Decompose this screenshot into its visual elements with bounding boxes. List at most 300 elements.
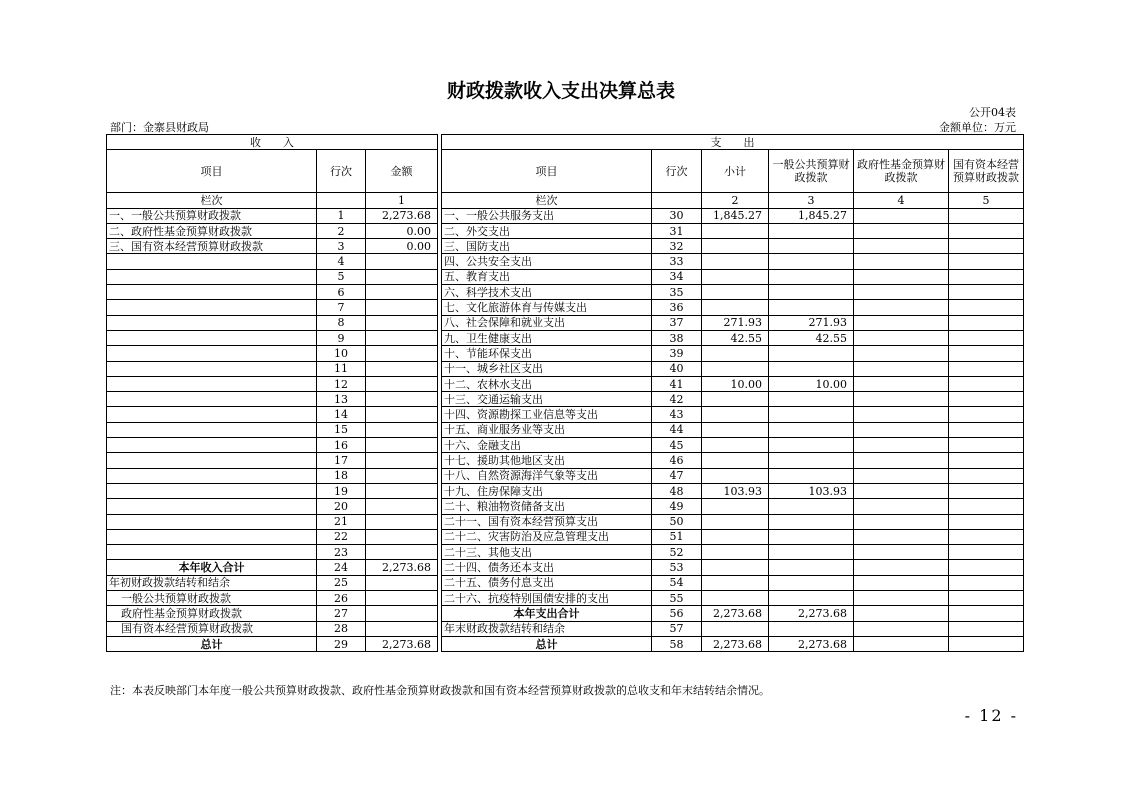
state-capital-cell [949,407,1024,422]
state-capital-cell [949,453,1024,468]
table-row [107,223,1024,238]
expense-item-cell: 十九、住房保障支出 [442,483,652,498]
state-capital-cell [949,621,1024,636]
col-index-2: 2 [702,193,769,208]
expense-line-cell: 44 [652,422,702,437]
general-budget-cell [769,223,854,238]
state-capital-cell [949,468,1024,483]
income-line-cell: 13 [317,392,366,407]
table-row [107,453,1024,468]
state-capital-cell [949,239,1024,254]
subtotal-cell [702,254,769,269]
income-amount-cell [366,361,438,376]
expense-item-cell: 二十、粮油物资储备支出 [442,499,652,514]
expense-line-cell: 41 [652,376,702,391]
state-capital-cell [949,514,1024,529]
state-capital-cell [949,330,1024,345]
income-item-cell [107,300,317,315]
subtotal-cell [702,468,769,483]
expense-item-cell: 二、外交支出 [442,223,652,238]
expense-line-cell: 50 [652,514,702,529]
general-budget-cell [769,514,854,529]
general-budget-cell [769,499,854,514]
income-amount-cell: 0.00 [366,239,438,254]
subtotal-cell [702,621,769,636]
gov-fund-cell [854,254,949,269]
table-row [107,361,1024,376]
expense-item-cell: 一、一般公共服务支出 [442,208,652,223]
income-item-cell [107,392,317,407]
general-budget-cell [769,468,854,483]
state-capital-cell [949,376,1024,391]
income-line-cell: 14 [317,407,366,422]
general-budget-cell: 1,845.27 [769,208,854,223]
table-row [107,514,1024,529]
income-amount-cell: 2,273.68 [366,636,438,651]
income-item-cell [107,499,317,514]
income-item-cell [107,346,317,361]
income-amount-cell [366,422,438,437]
gov-fund-cell [854,422,949,437]
income-amount-cell [366,407,438,422]
state-capital-cell [949,422,1024,437]
table-row [107,545,1024,560]
subtotal-cell: 42.55 [702,330,769,345]
expense-line-cell: 37 [652,315,702,330]
state-capital-cell [949,636,1024,651]
subtotal-cell [702,545,769,560]
income-item-cell: 一、一般公共预算财政拨款 [107,208,317,223]
general-budget-cell [769,239,854,254]
expense-item-cell: 二十一、国有资本经营预算支出 [442,514,652,529]
subtotal-cell [702,269,769,284]
col-index-1: 1 [366,193,438,208]
table-row [107,269,1024,284]
income-line-cell: 26 [317,591,366,606]
income-item-cell [107,361,317,376]
col-index-5: 5 [949,193,1024,208]
income-item-cell [107,453,317,468]
table-row [107,392,1024,407]
income-line-cell: 4 [317,254,366,269]
state-capital-cell [949,269,1024,284]
budget-summary-table [106,134,1024,652]
income-item-cell [107,407,317,422]
income-item-cell: 政府性基金预算财政拨款 [107,606,317,621]
expense-line-cell: 56 [652,606,702,621]
income-item-cell [107,545,317,560]
subtotal-cell: 103.93 [702,483,769,498]
income-line-cell: 1 [317,208,366,223]
gov-fund-cell [854,453,949,468]
general-budget-cell [769,254,854,269]
expense-line-cell: 51 [652,529,702,544]
subtotal-cell [702,575,769,590]
income-amount-cell [366,621,438,636]
subtotal-cell [702,591,769,606]
expense-line-cell: 35 [652,285,702,300]
gov-fund-cell [854,346,949,361]
gov-fund-cell [854,621,949,636]
income-line-cell: 15 [317,422,366,437]
state-capital-cell [949,254,1024,269]
expense-line-cell: 33 [652,254,702,269]
table-row [107,468,1024,483]
income-item-cell [107,315,317,330]
income-line-cell: 5 [317,269,366,284]
general-budget-cell: 103.93 [769,483,854,498]
expense-item-cell: 十四、资源勘探工业信息等支出 [442,407,652,422]
expense-line-cell: 47 [652,468,702,483]
subtotal-cell [702,223,769,238]
income-line-cell: 21 [317,514,366,529]
general-budget-cell [769,575,854,590]
expense-item-cell: 九、卫生健康支出 [442,330,652,345]
state-capital-cell [949,223,1024,238]
expense-line-cell: 40 [652,361,702,376]
gov-fund-cell [854,330,949,345]
income-item-cell: 二、政府性基金预算财政拨款 [107,223,317,238]
income-amount-cell [366,453,438,468]
expense-line-cell: 39 [652,346,702,361]
income-amount-cell [366,300,438,315]
subtotal-cell: 271.93 [702,315,769,330]
subtotal-cell [702,346,769,361]
general-budget-cell [769,422,854,437]
income-line-cell: 10 [317,346,366,361]
income-amount-cell: 0.00 [366,223,438,238]
gov-fund-cell [854,606,949,621]
income-item-cell [107,269,317,284]
expense-item-cell: 十八、自然资源海洋气象等支出 [442,468,652,483]
income-amount-cell [366,606,438,621]
income-item-cell: 国有资本经营预算财政拨款 [107,621,317,636]
table-row [107,254,1024,269]
income-line-cell: 9 [317,330,366,345]
income-item-cell [107,514,317,529]
income-item-cell: 总计 [107,636,317,651]
table-row [107,208,1024,223]
income-line-cell: 27 [317,606,366,621]
empty-cell [652,193,702,208]
col-index-4: 4 [854,193,949,208]
expense-header: 支 出 [442,135,1024,150]
exp-col-label: 栏次 [442,193,652,208]
subtotal-cell [702,529,769,544]
state-capital-header: 国有资本经营预算财政拨款 [949,150,1024,193]
gov-fund-cell [854,208,949,223]
income-line-cell: 24 [317,560,366,575]
subtotal-cell [702,560,769,575]
state-capital-cell [949,361,1024,376]
expense-item-cell: 十一、城乡社区支出 [442,361,652,376]
general-budget-cell: 271.93 [769,315,854,330]
income-amount-cell [366,392,438,407]
gov-fund-cell [854,560,949,575]
table-row [107,407,1024,422]
gov-fund-cell [854,529,949,544]
table-row [107,483,1024,498]
income-amount-cell: 2,273.68 [366,208,438,223]
subtotal-cell: 10.00 [702,376,769,391]
gov-fund-cell [854,499,949,514]
expense-item-cell: 年末财政拨款结转和结余 [442,621,652,636]
income-item-cell [107,285,317,300]
expense-line-cell: 58 [652,636,702,651]
expense-item-cell: 二十二、灾害防治及应急管理支出 [442,529,652,544]
income-item-cell [107,376,317,391]
expense-item-cell: 十七、援助其他地区支出 [442,453,652,468]
table-row [107,315,1024,330]
income-item-cell [107,483,317,498]
income-amount-cell [366,438,438,453]
table-row [107,606,1024,621]
income-line-cell: 6 [317,285,366,300]
expense-item-cell: 十三、交通运输支出 [442,392,652,407]
table-row [107,422,1024,437]
income-amount-cell [366,575,438,590]
gov-fund-cell [854,269,949,284]
state-capital-cell [949,438,1024,453]
expense-item-cell: 二十四、债务还本支出 [442,560,652,575]
gov-fund-cell [854,545,949,560]
expense-item-cell: 本年支出合计 [442,606,652,621]
income-item-header: 项目 [107,150,317,193]
department-label: 部门：金寨县财政局 [110,121,209,134]
expense-line-cell: 45 [652,438,702,453]
gov-fund-cell [854,315,949,330]
table-row [107,346,1024,361]
table-row [107,560,1024,575]
expense-line-cell: 30 [652,208,702,223]
table-row [107,285,1024,300]
general-budget-cell [769,560,854,575]
general-budget-cell [769,269,854,284]
subtotal-cell: 2,273.68 [702,606,769,621]
general-budget-cell: 2,273.68 [769,606,854,621]
general-budget-cell [769,407,854,422]
general-budget-cell [769,438,854,453]
general-budget-cell [769,361,854,376]
general-budget-cell [769,300,854,315]
general-budget-cell [769,545,854,560]
expense-item-cell: 二十三、其他支出 [442,545,652,560]
income-item-cell [107,422,317,437]
gov-fund-cell [854,575,949,590]
income-line-cell: 12 [317,376,366,391]
expense-line-cell: 38 [652,330,702,345]
income-amount-cell [366,483,438,498]
expense-item-cell: 十六、金融支出 [442,438,652,453]
table-row [107,636,1024,651]
gov-fund-cell [854,591,949,606]
expense-line-cell: 54 [652,575,702,590]
table-row [107,376,1024,391]
income-item-cell: 一般公共预算财政拨款 [107,591,317,606]
expense-item-cell: 八、社会保障和就业支出 [442,315,652,330]
expense-line-cell: 49 [652,499,702,514]
expense-line-cell: 57 [652,621,702,636]
subtotal-cell [702,300,769,315]
expense-line-cell: 36 [652,300,702,315]
income-line-cell: 7 [317,300,366,315]
subtotal-cell [702,514,769,529]
expense-line-header: 行次 [652,150,702,193]
expense-line-cell: 55 [652,591,702,606]
state-capital-cell [949,591,1024,606]
income-amount-cell [366,285,438,300]
state-capital-cell [949,346,1024,361]
expense-item-cell: 四、公共安全支出 [442,254,652,269]
income-item-cell [107,254,317,269]
general-budget-cell [769,392,854,407]
subtotal-cell: 1,845.27 [702,208,769,223]
form-number: 公开04表 [969,106,1016,119]
subtotal-cell [702,453,769,468]
table-row [107,591,1024,606]
expense-item-cell: 六、科学技术支出 [442,285,652,300]
general-budget-cell [769,346,854,361]
table-row [107,330,1024,345]
income-amount-cell [366,376,438,391]
income-item-cell: 本年收入合计 [107,560,317,575]
income-amount-cell [366,468,438,483]
page-number: - 12 - [964,706,1018,725]
general-budget-cell: 2,273.68 [769,636,854,651]
subtotal-cell [702,407,769,422]
state-capital-cell [949,529,1024,544]
state-capital-cell [949,300,1024,315]
gov-fund-cell [854,407,949,422]
column-index-row [107,193,1024,208]
expense-item-header: 项目 [442,150,652,193]
subtotal-cell [702,422,769,437]
state-capital-cell [949,560,1024,575]
gov-fund-cell [854,361,949,376]
expense-line-cell: 43 [652,407,702,422]
income-amount-cell [366,346,438,361]
page-title: 财政拨款收入支出决算总表 [446,80,675,102]
income-amount-cell [366,330,438,345]
general-budget-cell [769,529,854,544]
expense-line-cell: 31 [652,223,702,238]
expense-line-cell: 52 [652,545,702,560]
table-note: 注：本表反映部门本年度一般公共预算财政拨款、政府性基金预算财政拨款和国有资本经营预算财政拨款的总收支和年末结转结余情况。 [110,684,770,697]
general-budget-cell [769,285,854,300]
subtotal-cell [702,438,769,453]
table-row [107,529,1024,544]
state-capital-cell [949,483,1024,498]
general-budget-cell [769,591,854,606]
income-amount-cell [366,545,438,560]
expense-item-cell: 七、文化旅游体育与传媒支出 [442,300,652,315]
table-row [107,621,1024,636]
income-line-cell: 29 [317,636,366,651]
expense-item-cell: 十二、农林水支出 [442,376,652,391]
subtotal-cell: 2,273.68 [702,636,769,651]
expense-item-cell: 二十五、债务付息支出 [442,575,652,590]
gov-fund-cell [854,468,949,483]
expense-line-cell: 34 [652,269,702,284]
table-row [107,499,1024,514]
income-item-cell [107,438,317,453]
expense-line-cell: 32 [652,239,702,254]
gov-fund-cell [854,300,949,315]
expense-item-cell: 五、教育支出 [442,269,652,284]
subtotal-cell [702,285,769,300]
income-line-cell: 17 [317,453,366,468]
income-amount-cell [366,499,438,514]
income-line-cell: 3 [317,239,366,254]
gov-fund-cell [854,223,949,238]
subtotal-cell [702,392,769,407]
expense-item-cell: 十五、商业服务业等支出 [442,422,652,437]
general-budget-cell [769,621,854,636]
income-line-cell: 8 [317,315,366,330]
expense-item-cell: 二十六、抗疫特别国债安排的支出 [442,591,652,606]
income-item-cell [107,330,317,345]
expense-item-cell: 三、国防支出 [442,239,652,254]
subtotal-header: 小计 [702,150,769,193]
expense-item-cell: 十、节能环保支出 [442,346,652,361]
gov-fund-cell [854,438,949,453]
state-capital-cell [949,285,1024,300]
income-item-cell: 三、国有资本经营预算财政拨款 [107,239,317,254]
header-row-columns [107,150,1024,193]
subtotal-cell [702,361,769,376]
income-line-cell: 25 [317,575,366,590]
table-row [107,438,1024,453]
table-row [107,239,1024,254]
income-amount-cell [366,591,438,606]
expense-line-cell: 48 [652,483,702,498]
subtotal-cell [702,499,769,514]
expense-line-cell: 53 [652,560,702,575]
income-amount-header: 金额 [366,150,438,193]
unit-label: 金额单位：万元 [939,121,1016,134]
income-amount-cell: 2,273.68 [366,560,438,575]
gov-fund-header: 政府性基金预算财政拨款 [854,150,949,193]
income-line-cell: 20 [317,499,366,514]
state-capital-cell [949,315,1024,330]
gov-fund-cell [854,483,949,498]
income-amount-cell [366,315,438,330]
header-row-group [107,135,1024,150]
general-budget-cell [769,453,854,468]
income-line-cell: 2 [317,223,366,238]
gov-fund-cell [854,285,949,300]
income-line-cell: 18 [317,468,366,483]
gov-fund-cell [854,636,949,651]
income-item-cell: 年初财政拨款结转和结余 [107,575,317,590]
income-line-cell: 19 [317,483,366,498]
general-budget-cell: 42.55 [769,330,854,345]
income-line-header: 行次 [317,150,366,193]
income-line-cell: 22 [317,529,366,544]
general-budget-header: 一般公共预算财政拨款 [769,150,854,193]
general-budget-cell: 10.00 [769,376,854,391]
income-amount-cell [366,514,438,529]
income-amount-cell [366,529,438,544]
table-row [107,300,1024,315]
gov-fund-cell [854,392,949,407]
state-capital-cell [949,392,1024,407]
income-amount-cell [366,254,438,269]
income-item-cell [107,529,317,544]
expense-line-cell: 46 [652,453,702,468]
col-index-3: 3 [769,193,854,208]
expense-line-cell: 42 [652,392,702,407]
